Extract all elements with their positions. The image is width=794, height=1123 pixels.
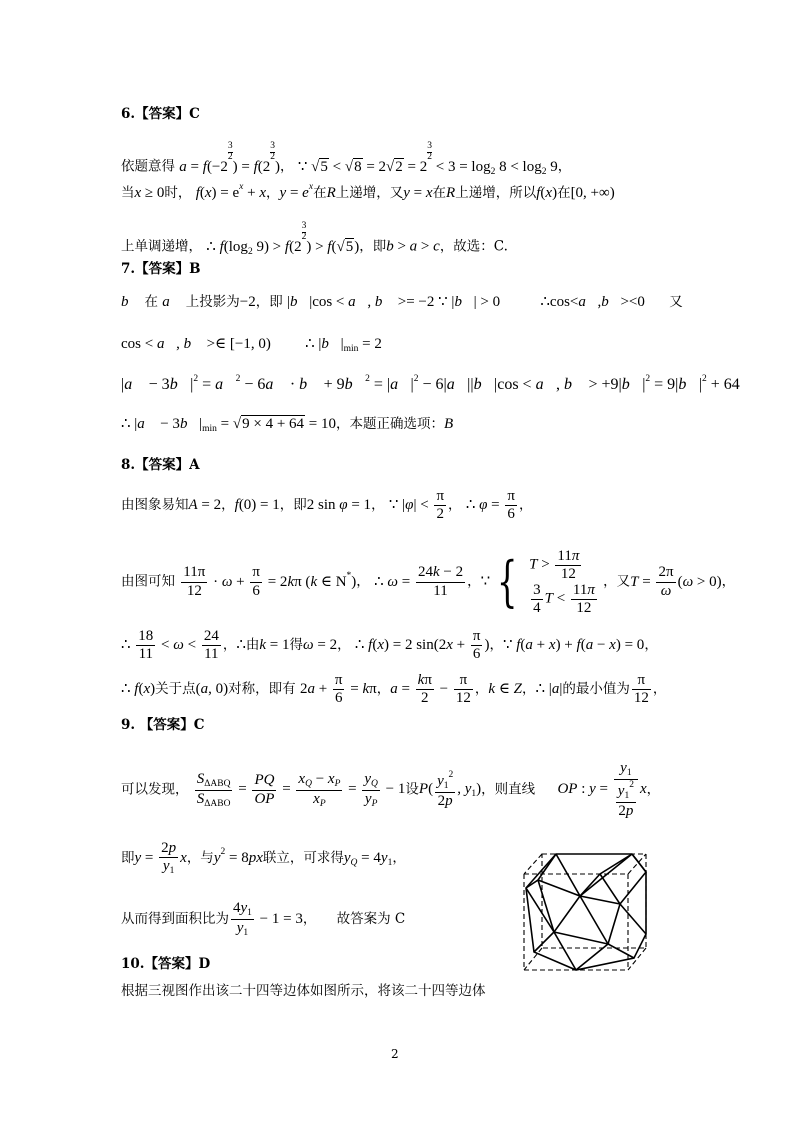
- q9-line2: 即y = $\frac{2p}{y_1}$ x，与$y^2 = 8px$联立，可求得$y_Q = 4y_1$，: [121, 840, 406, 877]
- q6-heading: 6.【答案】C: [121, 106, 200, 122]
- q6-line1: 依题意得 a = f(−2 $\frac{3}{2}$ ) = f(2 $\frac{3}{2}$ )， ∵ √5 < √8 = 2√2 = 2 $\frac{3}{2}$ < $3 = \log_2 8 < \log_2 9$，: [121, 141, 572, 177]
- cuboctahedron-figure: [520, 848, 652, 978]
- q7-line2: cos < a⃗, b⃗ >∈ [−1, 0) ∴ $|b⃗|_{min} = 2$: [121, 336, 382, 354]
- q6-line3: 上单调递增， ∴ $f(\log_2$ 9) > f(2 $\frac{3}{2}$ ) > f(√5)，即b > a > c，故选：C.: [121, 221, 508, 257]
- q6-line2: 当x ≥ 0时， $f(x) = e^x + x$，$y = e^x$在R上递增，又y = x在R上递增，所以f(x)在[0, +∞): [121, 182, 615, 201]
- q8-heading: 8.【答案】A: [121, 457, 200, 473]
- q9-heading: 9. 【答案】C: [121, 717, 205, 733]
- q7-line4: ∴ |a⃗ − $3b⃗|_{min} = √9 \times 4 + 64 = 10$，本题正确选项：B: [121, 416, 454, 434]
- page-number: 2: [391, 1047, 399, 1061]
- q8-line3: ∴ $\frac{18}{11}$ < ω < $\frac{24}{11}$ ，∴由k = 1得ω = 2， ∴ f(x) = 2 sin(2x + $\frac{\pi}{6}$ )，∵ f(a + x) + f(a − x) = 0，: [121, 628, 658, 663]
- q8-line4: ∴ f(x)关于点(a, 0)对称，即有 2a + $\frac{\pi}{6}$ = kπ，a = $\frac{k\pi}{2}$ − $\frac{\pi}{12}$ ，k ∈ Z，∴ |a|的最小值为 $\frac{\pi}{12}$ ，: [121, 672, 667, 707]
- q7-line3: |a⃗ − $3b⃗|^2$ = a⃗$^2$ − 6a⃗ · b⃗ + 9b⃗$^2$ = $|a⃗|^2$ − 6|a⃗||b⃗|cos < a⃗, b⃗ > $+9|b⃗|^2$ = $9|b⃗|^2 + 64$: [121, 374, 740, 393]
- q9-line3: 从而得到面积比为 $\frac{4y_1}{y_1}$ − 1 = 3， 故答案为 C: [121, 900, 406, 938]
- q10-heading: 10.【答案】D: [121, 956, 211, 972]
- q9-line1: 可以发现， $\frac{S_{\Delta ABQ}}{S_{\Delta ABO}}$ = $\frac{PQ}{OP}$ = $\frac{x_Q - x_P}{x_P}$ = $\frac{y_Q}{y_P}$ − 1设P( $\frac{y_1^2}{2p}$ , $y_1$)，则直线 OP : y = $\frac{y_1}{\frac{y_1^2}{2p}}$ x，: [121, 760, 661, 819]
- q10-line1: 根据三视图作出该二十四等边体如图所示，将该二十四等边体: [121, 983, 486, 999]
- q7-heading: 7.【答案】B: [121, 261, 201, 277]
- q8-line2: 由图可知 $\frac{11\pi}{12}$ · ω + $\frac{\pi}{6}$ = 2kπ (k ∈ N*)， ∴ ω = $\frac{24k - 2}{11}$ ，∵ { T > $\frac{11\pi}{12}$ $\frac{3}{4}$ T < $\frac{11\pi}{12}$ ，又T = $\frac{2\pi}{\omega}$ (ω > 0)，: [121, 548, 736, 616]
- q7-line1: b⃗ 在 a⃗ 上投影为−2，即 |b⃗|cos < a⃗, b⃗ >= −2 ∵ |b⃗| > 0 ∴cos<a⃗,b⃗><0 又: [121, 294, 683, 310]
- q8-line1: 由图象易知A = 2，f(0) = 1，即2 sin φ = 1， ∵ |φ| < $\frac{\pi}{2}$ ， ∴ φ = $\frac{\pi}{6}$ ，: [121, 488, 533, 523]
